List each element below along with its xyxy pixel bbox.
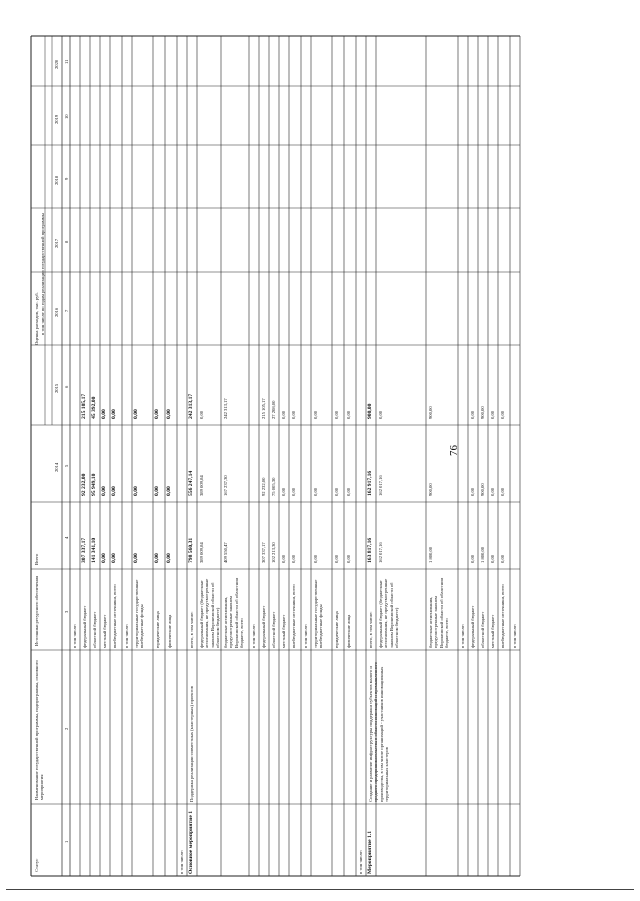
column-number-11: 11 <box>63 59 69 64</box>
column-number-1: 1 <box>63 840 69 843</box>
cell-total: 0,00 <box>153 553 160 563</box>
cell-source: территориальные государственные внебюджетные фонды <box>312 579 323 648</box>
cell-source: внебюджетные источники, всего <box>290 584 296 648</box>
cell-status: Мероприятие 1.1 <box>366 830 373 874</box>
cell-total: 0,00 <box>280 554 286 563</box>
column-header-10: 2019 <box>54 114 59 124</box>
cell-y2015: 900,00 <box>366 403 373 419</box>
cell-total: 0,00 <box>100 553 107 563</box>
cell-total: 307 337,17 <box>260 542 266 563</box>
cell-y2014: 389 009,84 <box>198 475 204 496</box>
cell-y2014: 0,00 <box>290 487 296 496</box>
cell-y2015: 242 313,17 <box>187 393 194 419</box>
cell-source: федеральный бюджет (бюджетные ассигнования, не предусмотренные законом Воронежской области об областном бюджете) <box>377 578 399 648</box>
cell-source: местный бюджет <box>489 614 495 648</box>
cell-source: федеральный бюджет (бюджетные ассигнования, не предусмотренные законом Воронежской области об областном бюджете) <box>198 578 220 648</box>
column-header-9: 2018 <box>54 175 59 185</box>
column-header-1: Статус <box>34 858 39 872</box>
cell-y2014: 0,00 <box>153 486 160 496</box>
cell-source: внебюджетные источники, всего <box>499 584 505 648</box>
cell-status: в том числе: <box>178 850 184 874</box>
cell-y2014: 167 237,30 <box>222 475 228 496</box>
cell-y2014: 162 917,16 <box>366 470 373 496</box>
column-number-2: 2 <box>63 727 69 730</box>
cell-y2015: 215 105,17 <box>80 393 87 419</box>
cell-y2015: 45 392,00 <box>90 396 97 419</box>
cell-y2015: 215 105,17 <box>260 398 266 419</box>
cell-total: 0,00 <box>290 554 296 563</box>
cell-y2014: 0,00 <box>132 486 139 496</box>
cell-name: Создание и развитие инфраструктуры поддержки субъектов малого и среднего предпринимательства в области инноваций и промышленного производства, в том числе организаций - участников инновационных территориальных кластеров <box>367 661 389 802</box>
cell-source: территориальные государственные внебюджетные фонды <box>133 579 144 648</box>
scan-edge-line <box>6 889 634 890</box>
cell-y2015: 0,00 <box>132 409 139 419</box>
cell-source: физические лица <box>345 614 351 648</box>
cell-y2014: 0,00 <box>345 487 351 496</box>
cell-source: федеральный бюджет <box>469 605 475 648</box>
cell-source: физические лица <box>166 614 172 648</box>
cell-total: 1 800,00 <box>427 546 433 563</box>
cell-total: 0,00 <box>345 554 351 563</box>
cell-source: областной бюджет <box>91 611 97 648</box>
column-header-7: 2016 <box>54 307 59 317</box>
cell-source: федеральный бюджет <box>260 605 266 648</box>
cell-total: 0,00 <box>499 554 505 563</box>
cell-source: юридические лица <box>333 611 339 648</box>
cell-total: 1 800,00 <box>479 546 485 563</box>
cell-total: 389 009,84 <box>198 542 204 563</box>
cell-y2014: 92 232,00 <box>80 473 87 496</box>
cell-y2015: 0,00 <box>153 409 160 419</box>
cell-y2014: 0,00 <box>499 487 505 496</box>
cell-total: 0,00 <box>333 554 339 563</box>
cell-y2015: 0,00 <box>312 410 318 419</box>
cell-total: 162 017,16 <box>377 542 383 563</box>
cell-total: 798 560,31 <box>187 537 194 563</box>
cell-y2015: 0,00 <box>469 410 475 419</box>
cell-total: 307 337,17 <box>80 537 87 563</box>
cell-status: Основное мероприятие 1 <box>187 810 194 874</box>
cell-source: бюджетные ассигнования, предусмотренные законом Воронежской области об областном бюджете, всего <box>427 577 449 648</box>
cell-source: в том числе: <box>302 624 308 648</box>
cell-source: в том числе: <box>250 624 256 648</box>
cell-y2015: 900,00 <box>479 406 485 419</box>
cell-y2015: 0,00 <box>198 410 204 419</box>
cell-status: в том числе: <box>357 850 363 874</box>
column-number-3: 3 <box>63 610 69 613</box>
column-header-5: 2014 <box>54 462 59 472</box>
cell-y2014: 92 232,00 <box>260 477 266 496</box>
column-header-11: 2020 <box>54 59 59 69</box>
cell-name: Поддержка реализации совместных (кластерных) проектов <box>188 686 194 802</box>
page-number: 76 <box>448 445 460 456</box>
cell-y2015: 0,00 <box>499 410 505 419</box>
column-header-3: Источники ресурсного обеспечения <box>34 575 39 646</box>
cell-y2014: 556 247,14 <box>187 470 194 496</box>
column-number-5: 5 <box>63 464 69 467</box>
cell-source: местный бюджет <box>101 614 107 648</box>
column-number-6: 6 <box>63 385 69 388</box>
cell-total: 0,00 <box>110 553 117 563</box>
cell-y2015: 0,00 <box>100 409 107 419</box>
cell-y2014: 900,00 <box>479 483 485 496</box>
cell-y2015: 900,00 <box>427 406 433 419</box>
cell-source: местный бюджет <box>280 614 286 648</box>
column-header-8: 2017 <box>54 238 59 248</box>
cell-y2014: 0,00 <box>100 486 107 496</box>
cell-y2015: 0,00 <box>489 410 495 419</box>
column-header-4: Всего <box>34 553 39 565</box>
cell-y2014: 0,00 <box>312 487 318 496</box>
cell-y2014: 900,00 <box>427 483 433 496</box>
header-subcaption-years: в том числе по годам реализации государственной программы <box>40 213 45 335</box>
cell-y2015: 0,00 <box>345 410 351 419</box>
cell-total: 0,00 <box>132 553 139 563</box>
cell-source: всего, в том числе: <box>188 611 194 648</box>
cell-y2014: 0,00 <box>489 487 495 496</box>
cell-total: 163 817,16 <box>366 537 373 563</box>
column-header-2: Наименование государственной программы, подпрограммы, основного мероприятия <box>34 660 45 800</box>
cell-source: в том числе: <box>459 624 465 648</box>
cell-y2014: 0,00 <box>333 487 339 496</box>
column-number-7: 7 <box>63 309 69 312</box>
cell-total: 141 341,10 <box>90 537 97 563</box>
cell-y2014: 95 949,10 <box>90 473 97 496</box>
cell-y2015: 0,00 <box>290 410 296 419</box>
column-header-6: 2015 <box>54 383 59 393</box>
cell-y2015: 0,00 <box>110 409 117 419</box>
cell-source: в том числе: <box>123 624 129 648</box>
cell-total: 0,00 <box>312 554 318 563</box>
cell-total: 0,00 <box>469 554 475 563</box>
cell-y2014: 75 005,30 <box>270 477 276 496</box>
cell-source: бюджетные ассигнования, предусмотренные законом Воронежской области об областном бюджете, всего <box>222 577 244 648</box>
cell-source: всего, в том числе: <box>367 611 373 648</box>
cell-y2015: 0,00 <box>280 410 286 419</box>
cell-source: областной бюджет <box>479 611 485 648</box>
cell-total: 102 213,30 <box>270 542 276 563</box>
column-number-10: 10 <box>63 113 69 119</box>
cell-y2014: 0,00 <box>469 487 475 496</box>
column-number-9: 9 <box>63 177 69 180</box>
cell-y2015: 0,00 <box>333 410 339 419</box>
column-number-8: 8 <box>63 240 69 243</box>
cell-source: юридические лица <box>154 611 160 648</box>
cell-y2015: 0,00 <box>165 409 172 419</box>
cell-y2014: 0,00 <box>165 486 172 496</box>
cell-total: 409 550,47 <box>222 542 228 563</box>
cell-y2014: 162 017,16 <box>377 475 383 496</box>
cell-source: в том числе: <box>71 624 77 648</box>
cell-y2015: 27 208,00 <box>270 400 276 419</box>
cell-source: в том числе: <box>511 624 517 648</box>
cell-y2015: 0,00 <box>377 410 383 419</box>
cell-y2015: 242 313,17 <box>222 398 228 419</box>
cell-source: внебюджетные источники, всего <box>111 584 117 648</box>
cell-source: федеральный бюджет <box>81 605 87 648</box>
cell-y2014: 0,00 <box>110 486 117 496</box>
cell-total: 0,00 <box>165 553 172 563</box>
header-caption-expenses: Оценка расходов, тыс. руб. <box>34 292 39 345</box>
cell-source: областной бюджет <box>270 611 276 648</box>
cell-total: 0,00 <box>489 554 495 563</box>
column-number-4: 4 <box>63 536 69 539</box>
cell-y2014: 0,00 <box>280 487 286 496</box>
